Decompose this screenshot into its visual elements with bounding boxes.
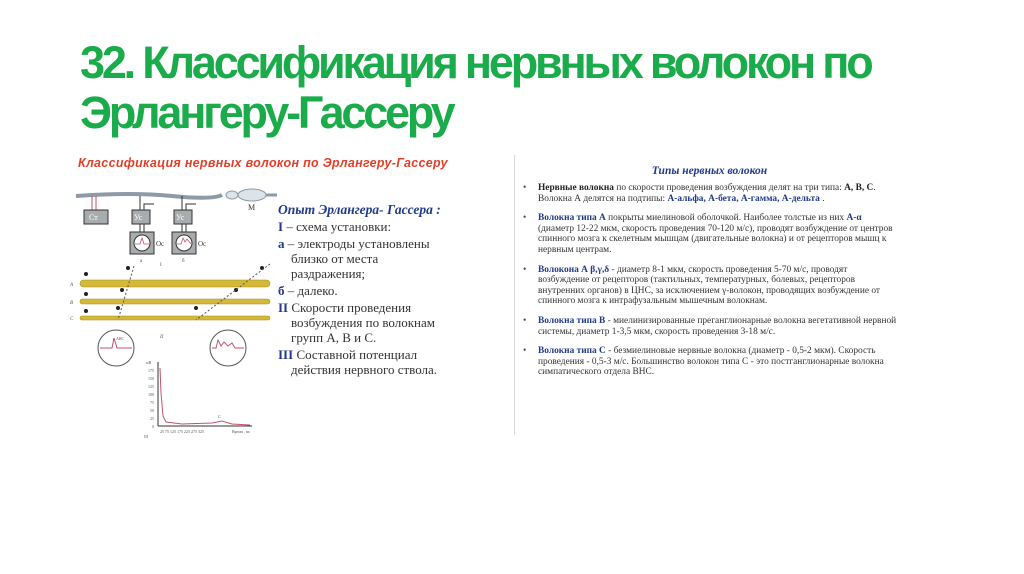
stimulator-label: Ст (89, 213, 98, 222)
svg-text:100: 100 (148, 392, 154, 397)
erlanger-gasser-diagram (72, 178, 277, 440)
svg-text:0: 0 (152, 424, 154, 429)
figure-panel (72, 150, 452, 440)
experiment-description (278, 202, 453, 379)
fiber-types-list (515, 183, 904, 378)
list-item: • Нервные волокна по скорости проведения возбуждения делят на три типа: А, В, С. Волокна А делятся на подтипы: А-альфа, А-бета, А-гамма, А-дельта . (523, 183, 898, 204)
fiber-a-label: А (70, 283, 74, 288)
roman-2-label: II (160, 335, 164, 340)
ytick-175: 175 (148, 368, 154, 373)
oscilloscope-1-label: Ос (156, 240, 165, 248)
figure-title: Классификация нервных волокон по Эрлангеру-Гассеру (78, 156, 448, 170)
svg-text:C: C (218, 414, 221, 419)
fiber-types-panel (514, 155, 904, 435)
fiber-b-label: В (70, 301, 74, 306)
list-item: • Волокона А β,γ,δ - диаметр 8-1 мкм, скорость проведения 5-70 м/с, проводят возбуждение от рецепторов (тактильных, температурных, болевых, рецепторов внутренних органов) в ЦНС, за исключением γ-волокон, проводящих возбуждение от спинного мозга к интрафузальным мышечным волокнам. (523, 265, 898, 307)
list-item: • Волокна типа А покрыты миелиновой оболочкой. Наиболее толстые из них А-α (диаметр 12-22 мкм, скорость проведения 70-120 м/с), проводят возбуждение от центров спинного мозга к скелетным мышцам (двигательные волокна) и от рецепторов мышц к нервным центрам. (523, 213, 898, 255)
svg-text:75: 75 (150, 400, 154, 405)
muscle-label: М (248, 203, 256, 212)
fiber-c-label: С (70, 317, 74, 322)
sub-a-label: а (140, 259, 143, 264)
svg-text:150: 150 (148, 376, 154, 381)
chart-ylabel: мВ (146, 360, 152, 365)
amplifier-1-label: Ус (134, 213, 143, 222)
experiment-item: III Составной потенциал действия нервного ствола. (278, 347, 438, 377)
list-item: • Волокна типа С - безмиелиновые нервные волокна (диаметр - 0,5-2 мкм). Скорость проведения - 0,5-3 м/с. Большинство волокон типа С - это постганглионарные волокна симпатического отдела ВНС. (523, 346, 898, 378)
slide-title: 32. Классификация нервных волокон по Эрлангеру-Гассеру (80, 37, 871, 138)
experiment-item: II Скорости проведения возбуждения по волокнам групп А, В и С. (278, 300, 435, 345)
experiment-item: б – далеко. (278, 283, 338, 298)
oscilloscope-2-label: Ос (198, 240, 207, 248)
svg-text:125: 125 (148, 384, 154, 389)
experiment-item: а – электроды установлены близко от места раздражения; (278, 236, 430, 281)
svg-text:25 75 125 175 225 275 325: 25 75 125 175 225 275 325 (160, 429, 204, 434)
fiber-types-title: Типы нервных волокон (651, 165, 768, 177)
amplifier-2-label: Ус (176, 213, 185, 222)
chart-xlabel: Время , мс (232, 429, 251, 434)
list-item: • Волокна типа В - миелинизированные преганглионарные волокна вегетативной нервной системы, диаметр 1-3,5 мкм, скорость проведения 3-18 м/с. (523, 316, 898, 337)
sub-b-label: б (182, 259, 185, 264)
svg-text:25: 25 (150, 416, 154, 421)
svg-text:50: 50 (150, 408, 154, 413)
roman-1-label: I (160, 263, 162, 268)
experiment-item: I – схема установки: (278, 219, 392, 234)
experiment-heading: Опыт Эрлангера- Гассера : (278, 202, 441, 217)
osc-abc-label: АВС (116, 336, 125, 341)
roman-3-label: III (144, 434, 148, 439)
